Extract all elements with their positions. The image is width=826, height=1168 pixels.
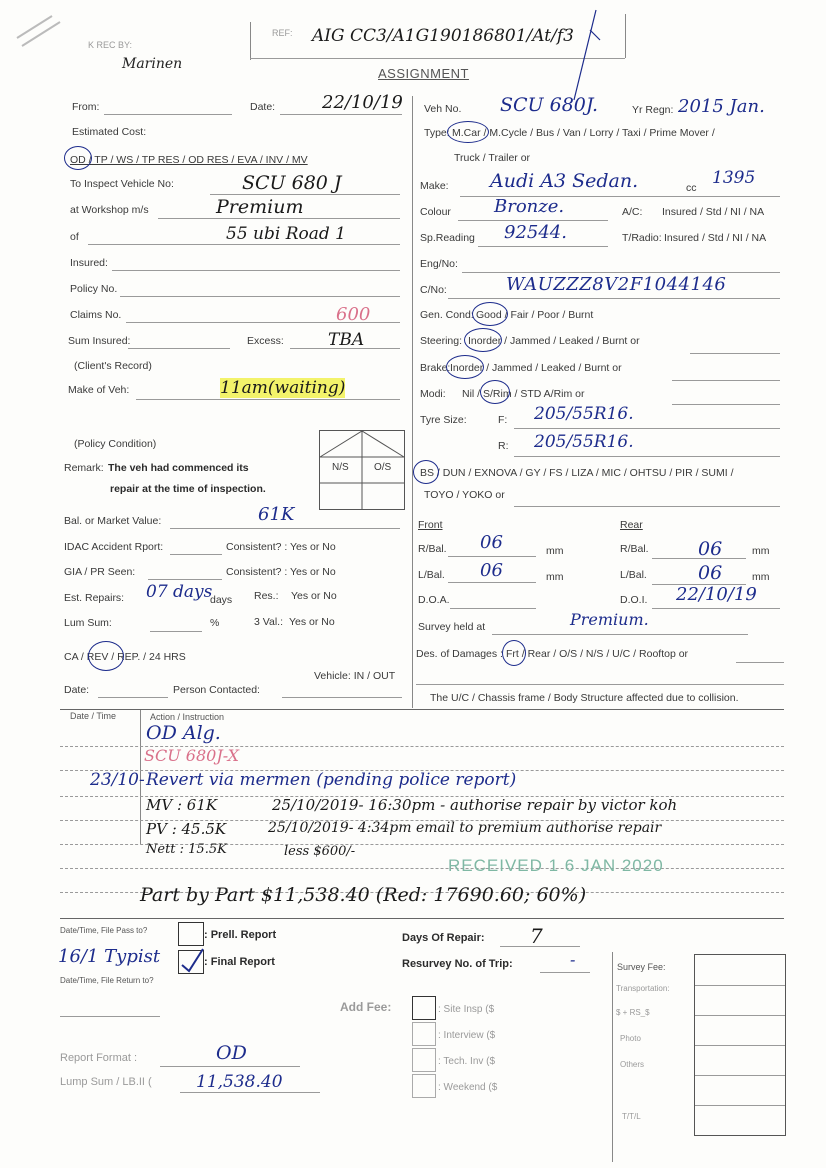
site-insp-checkbox[interactable] <box>412 996 436 1020</box>
lbal-front-label: L/Bal. <box>418 569 445 581</box>
colour-line <box>458 220 608 221</box>
claims-value: 600 <box>336 304 371 325</box>
rbal-front-value: 06 <box>480 532 503 553</box>
days-of-repair-value: 7 <box>530 924 543 948</box>
type-label: Type: <box>424 127 450 139</box>
brake-label: Brake: <box>420 362 451 374</box>
tyre-f-line <box>514 428 780 429</box>
log-entry-pv: PV : 45.5K <box>146 820 227 838</box>
photo-label: Photo <box>620 1034 641 1043</box>
type-options: M.Car / M.Cycle / Bus / Van / Lorry / Taxi / Prime Mover / <box>452 127 715 139</box>
sp-reading-line <box>478 246 608 247</box>
log-date-header: Date / Time <box>70 711 117 721</box>
gen-cond-label: Gen. Cond: <box>420 309 474 321</box>
staple-mark <box>12 8 72 58</box>
front-label: Front <box>418 519 443 531</box>
claim-categories: OD / TP / WS / TP RES / OD RES / EVA / INV / MV <box>70 154 308 166</box>
est-repairs-label: Est. Repairs: <box>64 592 125 604</box>
of-line <box>88 244 400 245</box>
typist-value: 16/1 Typist <box>58 946 161 967</box>
header-divider-right <box>625 14 626 58</box>
lbal-rear-mm: mm <box>752 571 770 583</box>
of-label: of <box>70 231 79 243</box>
res-label: Res.: <box>254 590 279 602</box>
lbal-rear-label: L/Bal. <box>620 569 647 581</box>
chassis-value: WAUZZZ8V2F1044146 <box>506 274 727 295</box>
remark-line-1: The veh had commenced its <box>108 462 249 474</box>
est-repairs-value: 07 days <box>146 582 213 602</box>
lbal-rear-value: 06 <box>698 562 723 584</box>
bal-value: 61K <box>258 504 295 525</box>
colour-value: Bronze. <box>494 196 565 217</box>
res-yes-no: Yes or No <box>291 590 337 602</box>
make-label: Make of Veh: <box>68 384 130 396</box>
rbal-front-label: R/Bal. <box>418 543 447 555</box>
survey-value: Premium. <box>570 610 649 629</box>
eng-label: Eng/No: <box>420 258 458 270</box>
idac-line <box>170 554 222 555</box>
damages-line-2 <box>416 684 784 685</box>
final-report-checkbox[interactable] <box>178 950 204 974</box>
main-column-divider <box>412 96 413 708</box>
policy-label: Policy No. <box>70 283 118 295</box>
days-of-repair-label: Days Of Repair: <box>402 932 485 944</box>
eng-line <box>462 272 780 273</box>
brake-options: Inorder / Jammed / Leaked / Burnt or <box>450 362 622 374</box>
srim-circle <box>480 380 510 404</box>
prel-report-label: : Prell. Report <box>204 929 277 941</box>
log-entry-revert: Revert via mermen (pending police report) <box>146 770 517 790</box>
weekend-checkbox[interactable] <box>412 1074 436 1098</box>
date2-label: Date: <box>64 684 90 696</box>
val3-yes-no: Yes or No <box>289 616 335 628</box>
interview-checkbox[interactable] <box>412 1022 436 1046</box>
steering-options: Inorder / Jammed / Leaked / Burnt or <box>468 335 640 347</box>
tyre-r-label: R: <box>498 440 509 452</box>
veh-no-label: Veh No. <box>424 103 462 115</box>
date-line <box>280 114 402 115</box>
tradio-label: T/Radio: <box>622 232 662 244</box>
cc-value: 1395 <box>712 168 756 188</box>
log-entry-part-by-part: Part by Part $11,538.40 (Red: 17690.60; 60%) <box>140 884 587 906</box>
policy-line <box>120 296 400 297</box>
sum-insured-line <box>128 348 230 349</box>
log-entry-pv-note: 25/10/2019- 4:34pm email to premium authorise repair <box>268 820 662 836</box>
survey-fee-label: Survey Fee: <box>617 962 666 972</box>
tech-inv-checkbox[interactable] <box>412 1048 436 1072</box>
os-label: O/S <box>374 462 392 473</box>
veh-make-label: Make: <box>420 180 449 192</box>
received-stamp: RECEIVED 1 6 JAN 2020 <box>448 856 664 875</box>
excess-label: Excess: <box>247 335 284 347</box>
survey-label: Survey held at <box>418 621 486 633</box>
tyre-r-line <box>514 456 780 457</box>
days-label: days <box>210 594 233 606</box>
ns-label: N/S <box>332 462 349 473</box>
steering-inorder-circle <box>464 328 502 352</box>
rbal-front-mm: mm <box>546 545 564 557</box>
yr-regn-value: 2015 Jan. <box>678 96 765 117</box>
damages-options: Frt / Rear / O/S / N/S / U/C / Rooftop or <box>506 648 689 660</box>
yr-regn-label: Yr Regn: <box>632 104 674 116</box>
modi-line <box>672 404 780 405</box>
doi-label: D.O.I. <box>620 594 648 606</box>
transportation-label: Transportation: <box>616 984 670 993</box>
uc-line: The U/C / Chassis frame / Body Structure affected due to collision. <box>430 692 739 704</box>
workshop-value: Premium <box>216 196 304 218</box>
doa-line <box>450 608 536 609</box>
rbal-front-line <box>448 556 536 557</box>
to-inspect-value: SCU 680 J <box>242 172 342 194</box>
report-format-line <box>160 1066 300 1067</box>
log-line-6 <box>60 868 784 869</box>
log-entry-od-alg: OD Alg. <box>146 722 221 744</box>
tradio-options: Insured / Std / NI / NA <box>664 232 767 244</box>
interview-label: : Interview ($ <box>438 1030 496 1041</box>
policy-condition-label: (Policy Condition) <box>74 438 157 450</box>
idac-consistent: Consistent? : Yes or No <box>226 541 336 553</box>
type-options-2: Truck / Trailer or <box>454 152 531 164</box>
workshop-label: at Workshop m/s <box>70 204 149 216</box>
log-entry-mv-note: 25/10/2019- 16:30pm - authorise repair by victor koh <box>272 796 678 814</box>
excess-line <box>290 348 400 349</box>
report-format-label: Report Format : <box>60 1052 138 1064</box>
person-contacted-label: Person Contacted: <box>173 684 260 696</box>
log-action-header: Action / Instruction <box>150 712 225 722</box>
lbal-front-line <box>448 582 536 583</box>
bs-circle <box>413 460 439 484</box>
gen-cond-options: Good / Fair / Poor / Burnt <box>476 309 594 321</box>
rbal-rear-mm: mm <box>752 545 770 557</box>
sum-insured-label: Sum Insured: <box>68 335 131 347</box>
tyre-f-value: 205/55R16. <box>534 404 634 424</box>
doi-value: 22/10/19 <box>676 584 757 605</box>
gia-label: GIA / PR Seen: <box>64 566 136 578</box>
steering-line <box>690 353 780 354</box>
fee-totals-box <box>694 954 786 1136</box>
log-entry-ref: SCU 680J-X <box>144 746 239 765</box>
rec-by-label: K REC BY: <box>88 40 133 50</box>
days-of-repair-line <box>500 946 580 947</box>
to-inspect-line <box>210 194 400 195</box>
percent-label: % <box>210 617 220 629</box>
remark-label: Remark: <box>64 462 104 474</box>
return-line <box>60 1016 160 1017</box>
log-bottom-rule <box>60 918 784 919</box>
ac-label: A/C: <box>622 206 643 218</box>
claims-label: Claims No. <box>70 309 122 321</box>
damages-line <box>736 662 784 663</box>
gia-consistent: Consistent? : Yes or No <box>226 566 336 578</box>
log-top-rule <box>60 709 784 710</box>
bal-line <box>170 528 400 529</box>
sp-reading-value: 92544. <box>504 222 567 243</box>
steering-label: Steering: <box>420 335 463 347</box>
ca-line: CA / REV / REP. / 24 HRS <box>64 651 186 663</box>
log-entry-date: 23/10- <box>90 770 145 790</box>
idac-label: IDAC Accident Rport: <box>64 541 164 553</box>
survey-line <box>492 634 748 635</box>
add-fee-label: Add Fee: <box>340 1000 392 1014</box>
lbal-front-value: 06 <box>480 560 503 581</box>
brake-inorder-circle <box>446 355 484 379</box>
rear-label: Rear <box>620 519 643 531</box>
from-label: From: <box>72 101 100 113</box>
resurvey-line <box>540 972 590 973</box>
claims-line <box>126 322 400 323</box>
log-entry-mv: MV : 61K <box>146 796 218 814</box>
excess-value: TBA <box>328 330 365 350</box>
page-title: ASSIGNMENT <box>378 66 469 81</box>
lump-sum-value: 11,538.40 <box>196 1072 283 1092</box>
rbal-rear-label: R/Bal. <box>620 543 649 555</box>
resurvey-value: - <box>570 950 576 969</box>
clients-record-label: (Client's Record) <box>74 360 152 372</box>
from-line <box>104 114 232 115</box>
lump-sum-line <box>180 1092 320 1093</box>
remark-line-2: repair at the time of inspection. <box>110 483 266 495</box>
lum-sum-line <box>150 631 202 632</box>
tyre-f-label: F: <box>498 414 508 426</box>
veh-no-value: SCU 680J. <box>500 94 599 116</box>
final-report-check-icon <box>179 951 203 973</box>
rec-by-value: Marinen <box>122 56 183 72</box>
chassis-label: C/No: <box>420 284 447 296</box>
total-label: T/T/L <box>622 1112 641 1121</box>
sp-reading-label: Sp.Reading <box>420 232 475 244</box>
date-value: 22/10/19 <box>322 92 403 113</box>
resurvey-label: Resurvey No. of Trip: <box>402 958 513 970</box>
date-label: Date: <box>250 101 276 113</box>
make-value: 11am(waiting) <box>220 378 346 398</box>
ref-label: REF: <box>272 28 293 38</box>
rev-circle <box>88 641 124 671</box>
brake-line <box>672 380 780 381</box>
vehicle-diagram <box>319 430 405 510</box>
mcar-circle <box>447 121 489 143</box>
date2-line <box>98 697 168 698</box>
pen-scribble <box>560 10 620 80</box>
make-line <box>136 399 400 400</box>
insured-label: Insured: <box>70 257 108 269</box>
tyre-label: Tyre Size: <box>420 414 467 426</box>
lbal-front-mm: mm <box>546 571 564 583</box>
tyre-brands-2: TOYO / YOKO or <box>424 489 505 501</box>
date-file-pass-label: Date/Time, File Pass to? <box>60 926 148 935</box>
ref-value: AIG CC3/A1G190186801/At/f3 <box>312 26 574 46</box>
modi-label: Modi: <box>420 388 446 400</box>
gia-line <box>148 579 222 580</box>
header-divider-left <box>250 22 251 60</box>
veh-make-value: Audi A3 Sedan. <box>490 170 639 192</box>
date-file-return-label: Date/Time, File Return to? <box>60 976 154 985</box>
doi-line <box>652 608 780 609</box>
rbal-rear-line <box>652 558 746 559</box>
person-contacted-line <box>282 697 402 698</box>
tech-inv-label: : Tech. Inv ($ <box>438 1056 496 1067</box>
good-circle <box>472 302 508 326</box>
final-report-label: : Final Report <box>204 956 275 968</box>
colour-label: Colour <box>420 206 451 218</box>
report-format-value: OD <box>216 1042 247 1064</box>
lump-sum-label: Lump Sum / LB.II ( <box>60 1076 152 1088</box>
workshop-line <box>158 218 400 219</box>
of-value: 55 ubi Road 1 <box>226 224 346 244</box>
frt-circle <box>502 640 526 666</box>
rbal-rear-value: 06 <box>698 538 723 560</box>
fee-divider <box>612 952 613 1162</box>
modi-options: Nil / S/Rim / STD A/Rim or <box>462 388 585 400</box>
tyre-brands-1: BS / DUN / EXNOVA / GY / FS / LIZA / MIC / OHTSU / PIR / SUMI / <box>420 467 734 479</box>
lum-sum-label: Lum Sum: <box>64 617 112 629</box>
estimated-cost-label: Estimated Cost: <box>72 126 147 138</box>
to-inspect-label: To Inspect Vehicle No: <box>70 178 174 190</box>
s-rs-label: $ + RS_$ <box>616 1008 650 1017</box>
weekend-label: : Weekend ($ <box>438 1082 498 1093</box>
chassis-line <box>448 298 780 299</box>
doa-label: D.O.A. <box>418 594 450 606</box>
site-insp-label: : Site Insp ($ <box>438 1004 495 1015</box>
log-entry-nett: Nett : 15.5K <box>146 842 227 857</box>
damages-label: Des. of Damages : <box>416 648 503 660</box>
vehicle-in-out: Vehicle: IN / OUT <box>314 670 396 682</box>
cc-label: cc <box>686 182 697 194</box>
others-label: Others <box>620 1060 645 1069</box>
bal-label: Bal. or Market Value: <box>64 515 162 527</box>
tyre-r-value: 205/55R16. <box>534 432 634 452</box>
prel-report-checkbox[interactable] <box>178 922 204 946</box>
od-circle <box>64 146 92 170</box>
tyre-brands-line <box>514 506 780 507</box>
val3-label: 3 Val.: <box>254 616 283 628</box>
insured-line <box>112 270 400 271</box>
log-entry-nett-note: less $600/- <box>284 844 356 859</box>
ac-options: Insured / Std / NI / NA <box>662 206 765 218</box>
